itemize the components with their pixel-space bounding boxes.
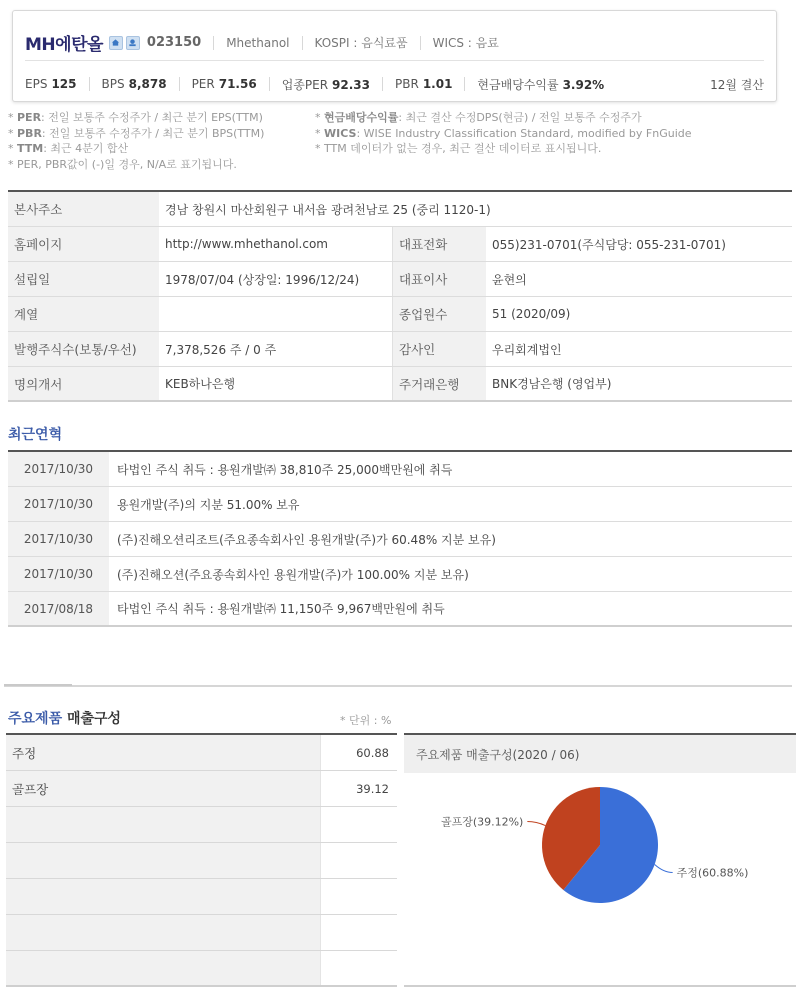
product-name (6, 915, 320, 950)
product-value (320, 915, 397, 950)
metric-per (192, 77, 257, 91)
history-row (8, 452, 792, 487)
divider (213, 36, 214, 50)
info-label: 대표이사 (392, 262, 486, 296)
info-value: KEB하나은행 (165, 377, 236, 391)
divider (179, 77, 180, 91)
note-line: * PER, PBR값이 (-)일 경우, N/A로 표기됩니다. (8, 157, 237, 171)
note-key: 현금배당수익률 (324, 111, 399, 124)
product-row (6, 879, 397, 915)
note-text: TTM 데이터가 없는 경우, 최근 결산 데이터로 표시됩니다. (324, 142, 602, 155)
divider (89, 77, 90, 91)
homepage-link[interactable]: http://www.mhethanol.com (165, 237, 328, 251)
fiscal-settlement: 12월 결산 (710, 77, 764, 92)
divider (382, 77, 383, 91)
metric-pbr (395, 77, 452, 91)
product-name (6, 879, 320, 914)
info-row (8, 367, 792, 402)
history-date: 2017/10/30 (8, 557, 109, 591)
note-text: : WISE Industry Classification Standard, modified by FnGuide (356, 126, 692, 140)
note-line: * TTM: 최근 4분기 합산 (8, 142, 129, 155)
note-line: * WICS: WISE Industry Classification Standard, modified by FnGuide (315, 126, 692, 140)
note-key: WICS (324, 126, 357, 140)
chart-title: 주요제품 매출구성(2020 / 06) (404, 735, 796, 773)
note-key: TTM (17, 142, 44, 155)
market-sector: KOSPI : 음식료품 (314, 36, 408, 50)
section-divider (4, 685, 792, 687)
info-row (8, 332, 792, 367)
notes-right (315, 110, 795, 157)
info-label: 홈페이지 (8, 227, 159, 261)
history-date: 2017/08/18 (8, 592, 109, 625)
info-label: 대표전화 (392, 227, 486, 261)
pie-label: 주정(60.88%) (676, 866, 749, 880)
stock-code: 023150 (146, 35, 202, 50)
history-text: 타법인 주식 취득 : 용원개발㈜ 38,810주 25,000백만원에 취득 (117, 462, 453, 477)
metric-label: PBR (395, 77, 419, 91)
info-label: 주거래은행 (392, 367, 486, 400)
home-icon[interactable] (109, 36, 123, 50)
notes-left (8, 110, 313, 172)
info-label: 감사인 (392, 332, 486, 366)
note-key: PBR (17, 126, 42, 140)
history-table (8, 450, 792, 627)
divider-tab-stub (4, 684, 72, 686)
info-value: 51 (2020/09) (492, 307, 571, 321)
ir-icon[interactable] (126, 36, 140, 50)
products-title-rest: 매출구성 (62, 711, 122, 727)
note-text: PER, PBR값이 (-)일 경우, N/A로 표기됩니다. (17, 157, 237, 171)
product-row (6, 843, 397, 879)
metric-industry-per (282, 76, 370, 93)
product-value (320, 879, 397, 914)
history-text: (주)진해오션리조트(주요종속회사인 용원개발(주)가 60.48% 지분 보유) (117, 532, 496, 547)
sales-pie-chart (404, 773, 796, 987)
product-value (320, 843, 397, 878)
history-text: 용원개발(주)의 지분 51.00% 보유 (117, 497, 300, 512)
note-text: : 전일 보통주 수정주가 / 최근 분기 BPS(TTM) (41, 126, 265, 140)
history-row (8, 487, 792, 522)
product-value (320, 807, 397, 842)
info-label: 본사주소 (8, 192, 159, 226)
stock-summary-card (12, 10, 777, 102)
product-value: 60.88 (320, 735, 397, 770)
info-value: 055)231-0701(주식담당: 055-231-0701) (492, 237, 726, 252)
metric-value: 125 (51, 77, 77, 91)
note-line: * 현금배당수익률: 최근 결산 수정DPS(현금) / 전일 보통주 수정주가 (315, 111, 642, 124)
company-name: MH에탄올 (25, 35, 103, 55)
metric-label: BPS (101, 77, 125, 91)
product-value (320, 951, 397, 985)
wics-sector: WICS : 음료 (432, 36, 499, 50)
history-date: 2017/10/30 (8, 487, 109, 521)
info-label: 설립일 (8, 262, 159, 296)
metric-bps (102, 77, 167, 91)
pie-leader-line (655, 864, 673, 872)
info-value: BNK경남은행 (영업부) (492, 377, 612, 391)
product-name: 주정 (6, 735, 320, 770)
metrics-row (25, 73, 764, 95)
note-line: * PER: 전일 보통주 수정주가 / 최근 분기 EPS(TTM) (8, 111, 263, 124)
product-name (6, 843, 320, 878)
history-row (8, 522, 792, 557)
sales-pie-chart-panel (404, 733, 796, 987)
history-text: (주)진해오션(주요종속회사인 용원개발(주)가 100.00% 지분 보유) (117, 567, 469, 582)
history-date: 2017/10/30 (8, 452, 109, 486)
history-row (8, 557, 792, 592)
divider (302, 36, 303, 50)
note-text: : 전일 보통주 수정주가 / 최근 분기 EPS(TTM) (41, 111, 263, 124)
metric-label: EPS (25, 77, 48, 91)
product-row (6, 735, 397, 771)
metric-label: PER (191, 77, 215, 91)
product-row (6, 771, 397, 807)
products-title (8, 708, 121, 728)
metric-value: 8,878 (128, 77, 167, 91)
note-line: * PBR: 전일 보통주 수정주가 / 최근 분기 BPS(TTM) (8, 126, 265, 140)
info-row (8, 262, 792, 297)
metric-value: 1.01 (422, 77, 453, 91)
info-label: 발행주식수(보통/우선) (8, 332, 159, 366)
pie-leader-line (527, 822, 545, 826)
info-label: 종업원수 (392, 297, 486, 331)
divider (420, 36, 421, 50)
info-row-address (8, 192, 792, 227)
metric-dividend-yield (477, 76, 604, 93)
company-info-table (8, 190, 792, 402)
metric-eps (25, 77, 77, 91)
info-value: 1978/07/04 (상장일: 1996/12/24) (165, 272, 360, 287)
info-label: 계열 (8, 297, 159, 331)
metric-label: 현금배당수익률 (477, 77, 559, 92)
company-title-row (25, 25, 764, 61)
english-name: Mhethanol (226, 35, 290, 50)
product-row (6, 951, 397, 987)
info-value (159, 297, 392, 331)
product-row (6, 807, 397, 843)
info-label: 명의개서 (8, 367, 159, 400)
divider (464, 77, 465, 91)
info-value: 7,378,526 주 / 0 주 (165, 342, 277, 357)
divider (269, 77, 270, 91)
product-name (6, 807, 320, 842)
info-value: 윤현의 (492, 272, 527, 287)
history-date: 2017/10/30 (8, 522, 109, 556)
info-row (8, 297, 792, 332)
note-text: : 최근 결산 수정DPS(현금) / 전일 보통주 수정주가 (398, 111, 642, 124)
product-name: 골프장 (6, 771, 320, 806)
metric-value: 92.33 (332, 77, 370, 92)
chart-bottom-border (404, 985, 796, 987)
product-row (6, 915, 397, 951)
product-name (6, 951, 320, 985)
note-text: : 최근 4분기 합산 (43, 142, 129, 155)
metric-label: 업종PER (281, 77, 329, 92)
history-title: 최근연혁 (8, 427, 63, 443)
pie-label: 골프장(39.12%) (440, 815, 524, 829)
info-value: 경남 창원시 마산회원구 내서읍 광려천남로 25 (중리 1120-1) (165, 202, 491, 217)
info-row (8, 227, 792, 262)
note-line: * TTM 데이터가 없는 경우, 최근 결산 데이터로 표시됩니다. (315, 142, 602, 155)
history-text: 타법인 주식 취득 : 용원개발㈜ 11,150주 9,967백만원에 취득 (117, 602, 445, 616)
info-value: 우리회계법인 (492, 342, 562, 357)
products-table (6, 733, 397, 987)
product-value: 39.12 (320, 771, 397, 806)
metric-value: 71.56 (218, 77, 257, 91)
note-key: PER (17, 111, 42, 124)
history-row (8, 592, 792, 627)
unit-note: * 단위 : % (340, 714, 392, 727)
products-title-highlight: 주요제품 (8, 711, 63, 727)
metric-value: 3.92% (562, 77, 605, 92)
